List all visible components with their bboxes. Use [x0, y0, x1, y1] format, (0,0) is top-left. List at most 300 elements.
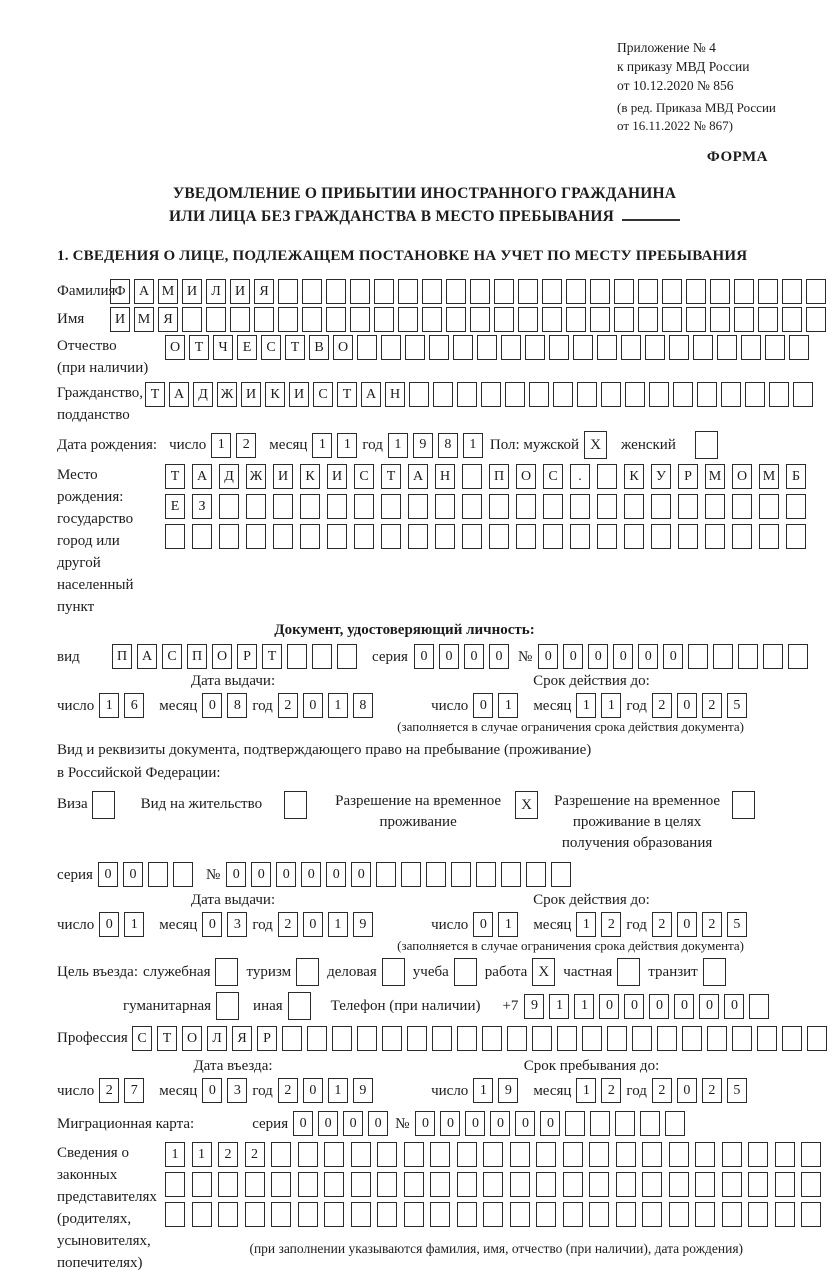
year-label: год [362, 437, 383, 453]
permit-issue-day-cells[interactable] [99, 912, 149, 937]
temp-permit-edu-label [554, 791, 720, 854]
char-cell: 3 [227, 1078, 247, 1103]
char-cell: 2 [278, 1078, 298, 1103]
char-cell [246, 524, 266, 549]
birthdate-row [57, 431, 792, 459]
patronymic-label [57, 335, 165, 379]
char-cell: О [333, 335, 353, 360]
char-cell [782, 307, 802, 332]
char-cell [758, 307, 778, 332]
char-cell [218, 1172, 238, 1197]
char-cell [597, 335, 617, 360]
char-cell [398, 307, 418, 332]
representatives-cells-stack [165, 1142, 828, 1257]
stay-day-cells[interactable] [473, 1078, 523, 1103]
doc-type-cells[interactable] [112, 644, 362, 669]
char-cell: В [309, 335, 329, 360]
representatives-label-line3: представителях [57, 1189, 157, 1205]
char-cell [759, 524, 779, 549]
char-cell: Т [165, 464, 185, 489]
char-cell: Л [206, 279, 226, 304]
purpose-work-checkbox[interactable]: X [532, 958, 555, 986]
char-cell: 9 [353, 912, 373, 937]
doc-series-cells[interactable] [414, 644, 514, 669]
char-cell [302, 307, 322, 332]
char-cell: Ж [217, 382, 237, 407]
day-label: число [431, 916, 469, 933]
char-cell [573, 335, 593, 360]
char-cell [669, 1202, 689, 1227]
char-cell: 0 [489, 644, 509, 669]
char-cell [601, 382, 621, 407]
char-cell [721, 382, 741, 407]
char-cell: З [192, 494, 212, 519]
char-cell: 2 [702, 693, 722, 718]
char-cell [529, 382, 549, 407]
char-cell: И [230, 279, 250, 304]
char-cell: 0 [326, 862, 346, 887]
char-cell [457, 1172, 477, 1197]
char-cell [806, 307, 826, 332]
char-cell [430, 1142, 450, 1167]
char-cell [526, 862, 546, 887]
citizenship-label-line1: Гражданство, [57, 385, 144, 401]
doc-issue-year-cells[interactable] [278, 693, 378, 718]
char-cell: 0 [202, 1078, 222, 1103]
char-cell: П [187, 644, 207, 669]
doc-number-label: № [517, 648, 533, 665]
char-cell [590, 1111, 610, 1136]
representatives-cells-row1[interactable] [165, 1142, 828, 1167]
day-label: число [57, 697, 95, 714]
char-cell [695, 1172, 715, 1197]
char-cell [662, 279, 682, 304]
form-title [57, 182, 792, 228]
temp-permit-edu-label-line2: проживание в целях [572, 814, 702, 830]
char-cell [219, 524, 239, 549]
char-cell: С [543, 464, 563, 489]
char-cell [597, 494, 617, 519]
permit-valid-block [409, 891, 774, 937]
char-cell [409, 382, 429, 407]
temp-permit-group [335, 791, 538, 833]
char-cell: 1 [165, 1142, 185, 1167]
char-cell [597, 524, 617, 549]
birth-day-cells[interactable] [211, 433, 261, 458]
char-cell [482, 1026, 502, 1051]
char-cell [516, 524, 536, 549]
char-cell: О [212, 644, 232, 669]
birthplace-cells-row2[interactable] [165, 494, 813, 519]
permit-series-label: серия [57, 866, 93, 883]
patronymic-cells[interactable] [165, 335, 813, 360]
char-cell [332, 1026, 352, 1051]
birthplace-label-line4: населенный пункт [57, 577, 134, 615]
char-cell [722, 1172, 742, 1197]
phone-cells[interactable] [524, 994, 774, 1019]
char-cell [757, 1026, 777, 1051]
month-label: месяц [533, 916, 572, 933]
char-cell: Т [381, 464, 401, 489]
visa-checkbox[interactable] [92, 791, 115, 819]
day-label: число [431, 697, 469, 714]
temp-permit-label [335, 791, 501, 833]
doc-valid-year-cells[interactable] [652, 693, 752, 718]
representatives-note: (при заполнении указываются фамилия, имя, отчество (при наличии), дата рождения) [249, 1241, 744, 1256]
char-cell [489, 494, 509, 519]
char-cell [302, 279, 322, 304]
char-cell: Т [189, 335, 209, 360]
char-cell [536, 1142, 556, 1167]
char-cell: А [361, 382, 381, 407]
ref-line: от 16.11.2022 № 867) [617, 118, 734, 133]
char-cell [597, 464, 617, 489]
char-cell: 2 [652, 1078, 672, 1103]
char-cell: О [165, 335, 185, 360]
char-cell: 8 [227, 693, 247, 718]
permit-series-row [57, 862, 792, 887]
char-cell: 9 [413, 433, 433, 458]
char-cell [786, 524, 806, 549]
representatives-label-line4: (родителях, [57, 1211, 132, 1227]
sex-male-checkbox[interactable]: X [584, 431, 607, 459]
order-reference [617, 38, 792, 95]
char-cell [651, 494, 671, 519]
char-cell: А [408, 464, 428, 489]
char-cell: С [162, 644, 182, 669]
char-cell: . [570, 464, 590, 489]
doc-valid-line [409, 693, 774, 718]
residence-permit-checkbox[interactable] [284, 791, 307, 819]
entry-date-block [57, 1057, 409, 1103]
migration-series-cells[interactable] [293, 1111, 393, 1136]
purpose-other-label: иная [253, 997, 283, 1014]
char-cell [382, 1026, 402, 1051]
doc-valid-month-cells[interactable] [576, 693, 626, 718]
char-cell [607, 1026, 627, 1051]
char-cell [589, 1142, 609, 1167]
char-cell [763, 644, 783, 669]
name-cells[interactable] [110, 307, 830, 332]
permit-valid-day-cells[interactable] [473, 912, 523, 937]
char-cell: 0 [515, 1111, 535, 1136]
char-cell [273, 524, 293, 549]
year-label: год [252, 916, 273, 933]
char-cell: 1 [312, 433, 332, 458]
char-cell [589, 1202, 609, 1227]
surname-cells[interactable] [110, 279, 830, 304]
purpose-private-checkbox[interactable] [617, 958, 640, 986]
char-cell: П [112, 644, 132, 669]
char-cell [483, 1202, 503, 1227]
char-cell [638, 279, 658, 304]
char-cell: 0 [540, 1111, 560, 1136]
char-cell [717, 335, 737, 360]
char-cell [433, 382, 453, 407]
entry-day-cells[interactable] [99, 1078, 149, 1103]
char-cell [543, 524, 563, 549]
char-cell [732, 1026, 752, 1051]
char-cell [669, 335, 689, 360]
char-cell [697, 382, 717, 407]
char-cell: Т [145, 382, 165, 407]
char-cell: 0 [638, 644, 658, 669]
birthplace-cells-stack [165, 464, 813, 554]
char-cell [470, 307, 490, 332]
char-cell [642, 1202, 662, 1227]
char-cell [354, 524, 374, 549]
char-cell: К [265, 382, 285, 407]
char-cell [765, 335, 785, 360]
char-cell [640, 1111, 660, 1136]
char-cell: Ч [213, 335, 233, 360]
char-cell [230, 307, 250, 332]
purpose-official-checkbox[interactable] [215, 958, 238, 986]
char-cell [616, 1202, 636, 1227]
char-cell [775, 1202, 795, 1227]
representatives-cells-row2[interactable] [165, 1172, 828, 1197]
char-cell [651, 524, 671, 549]
representatives-label-line5: усыновителях, [57, 1233, 151, 1249]
char-cell [446, 307, 466, 332]
char-cell [549, 335, 569, 360]
doc-type-label: вид [57, 648, 80, 665]
birthplace-label-line2: государство [57, 511, 134, 527]
char-cell [582, 1026, 602, 1051]
char-cell: О [732, 464, 752, 489]
char-cell [542, 279, 562, 304]
citizenship-label-line2: подданство [57, 407, 130, 423]
char-cell [801, 1172, 821, 1197]
visa-label: Виза [57, 796, 88, 812]
permit-issue-year-cells[interactable] [278, 912, 378, 937]
char-cell [298, 1172, 318, 1197]
representatives-row [57, 1142, 792, 1274]
char-cell: 1 [328, 1078, 348, 1103]
char-cell: 1 [576, 912, 596, 937]
char-cell [494, 307, 514, 332]
residence-permit-label: Вид на жительство [140, 796, 263, 812]
purpose-other-checkbox[interactable] [288, 992, 311, 1020]
permit-issue-month-cells[interactable] [202, 912, 252, 937]
stay-year-cells[interactable] [652, 1078, 752, 1103]
char-cell [505, 382, 525, 407]
permit-number-cells[interactable] [226, 862, 576, 887]
char-cell [351, 1202, 371, 1227]
char-cell [483, 1172, 503, 1197]
citizenship-row [57, 382, 792, 426]
char-cell: 2 [652, 912, 672, 937]
char-cell: 0 [303, 693, 323, 718]
birthplace-cells-row3[interactable] [165, 524, 813, 549]
stay-until-block [409, 1057, 774, 1103]
purpose-transit-checkbox[interactable] [703, 958, 726, 986]
birth-year-cells[interactable] [388, 433, 488, 458]
purpose-row [57, 958, 792, 986]
char-cell: Д [219, 464, 239, 489]
doc-valid-title: Срок действия до: [533, 673, 650, 689]
char-cell: 0 [465, 1111, 485, 1136]
char-cell: 0 [414, 644, 434, 669]
char-cell [748, 1142, 768, 1167]
ref-line: (в ред. Приказа МВД России [617, 100, 776, 115]
char-cell [429, 335, 449, 360]
char-cell [570, 524, 590, 549]
char-cell: 0 [293, 1111, 313, 1136]
char-cell: 2 [218, 1142, 238, 1167]
char-cell [278, 307, 298, 332]
char-cell [507, 1026, 527, 1051]
char-cell [477, 335, 497, 360]
purpose-study-checkbox[interactable] [454, 958, 477, 986]
purpose-business-checkbox[interactable] [382, 958, 405, 986]
char-cell [563, 1142, 583, 1167]
char-cell: 0 [624, 994, 644, 1019]
char-cell: М [158, 279, 178, 304]
char-cell: 0 [439, 644, 459, 669]
name-row [57, 307, 792, 332]
char-cell [501, 862, 521, 887]
permit-valid-month-cells[interactable] [576, 912, 626, 937]
char-cell [398, 279, 418, 304]
profession-cells[interactable] [132, 1026, 832, 1051]
char-cell [590, 307, 610, 332]
char-cell [510, 1142, 530, 1167]
char-cell [553, 382, 573, 407]
patronymic-row [57, 335, 792, 379]
purpose-transit-label: транзит [648, 963, 698, 980]
migration-card-label: Миграционная карта: [57, 1115, 195, 1132]
char-cell [405, 335, 425, 360]
migration-number-cells[interactable] [415, 1111, 690, 1136]
char-cell: 9 [498, 1078, 518, 1103]
char-cell [510, 1172, 530, 1197]
temp-permit-checkbox[interactable]: X [515, 791, 538, 819]
birthplace-row [57, 464, 801, 618]
purpose-humanitarian-checkbox[interactable] [216, 992, 239, 1020]
char-cell [738, 644, 758, 669]
doc-series-label: серия [372, 648, 408, 665]
char-cell: 0 [98, 862, 118, 887]
char-cell: 2 [652, 693, 672, 718]
char-cell [563, 1202, 583, 1227]
char-cell [713, 644, 733, 669]
identity-doc-row [57, 644, 792, 669]
char-cell [741, 335, 761, 360]
char-cell [532, 1026, 552, 1051]
doc-issue-day-cells[interactable] [99, 693, 149, 718]
char-cell: 1 [211, 433, 231, 458]
day-label: число [57, 916, 95, 933]
char-cell [536, 1202, 556, 1227]
char-cell: 0 [368, 1111, 388, 1136]
permit-issue-block [57, 891, 409, 937]
purpose-tourism-checkbox[interactable] [296, 958, 319, 986]
entry-month-cells[interactable] [202, 1078, 252, 1103]
char-cell [165, 1172, 185, 1197]
char-cell [245, 1172, 265, 1197]
entry-year-cells[interactable] [278, 1078, 378, 1103]
char-cell: 0 [677, 1078, 697, 1103]
char-cell [707, 1026, 727, 1051]
char-cell [686, 307, 706, 332]
char-cell: Д [193, 382, 213, 407]
char-cell: О [516, 464, 536, 489]
birth-month-cells[interactable] [312, 433, 362, 458]
char-cell [577, 382, 597, 407]
doc-valid-day-cells[interactable] [473, 693, 523, 718]
char-cell [678, 494, 698, 519]
stay-until-title: Срок пребывания до: [523, 1058, 660, 1074]
birthplace-cells-row1[interactable] [165, 464, 813, 489]
permit-series-cells[interactable] [98, 862, 198, 887]
representatives-label-line6: попечителях) [57, 1255, 143, 1271]
char-cell: 0 [724, 994, 744, 1019]
char-cell: Я [158, 307, 178, 332]
char-cell [324, 1202, 344, 1227]
char-cell: 0 [123, 862, 143, 887]
char-cell [470, 279, 490, 304]
char-cell [669, 1142, 689, 1167]
char-cell: М [134, 307, 154, 332]
char-cell [624, 524, 644, 549]
char-cell: Ф [110, 279, 130, 304]
char-cell [788, 644, 808, 669]
surname-label: Фамилия [57, 283, 116, 299]
phone-label: Телефон (при наличии) [330, 997, 481, 1014]
char-cell [624, 494, 644, 519]
stay-month-cells[interactable] [576, 1078, 626, 1103]
permit-valid-year-cells[interactable] [652, 912, 752, 937]
temp-permit-edu-checkbox[interactable] [732, 791, 755, 819]
citizenship-cells[interactable] [145, 382, 817, 407]
char-cell: 0 [663, 644, 683, 669]
char-cell: 1 [574, 994, 594, 1019]
char-cell [782, 279, 802, 304]
char-cell [298, 1142, 318, 1167]
char-cell [543, 494, 563, 519]
char-cell [542, 307, 562, 332]
sex-female-checkbox[interactable] [695, 431, 718, 459]
char-cell [324, 1172, 344, 1197]
char-cell [686, 279, 706, 304]
representatives-cells-row3[interactable] [165, 1202, 828, 1227]
doc-dates-section [57, 672, 792, 718]
doc-issue-month-cells[interactable] [202, 693, 252, 718]
char-cell [589, 1172, 609, 1197]
doc-issue-title: Дата выдачи: [190, 673, 276, 689]
char-cell [566, 307, 586, 332]
char-cell [536, 1172, 556, 1197]
month-label: месяц [159, 697, 198, 714]
temp-permit-edu-group [554, 791, 755, 854]
char-cell: 6 [124, 693, 144, 718]
char-cell: 1 [124, 912, 144, 937]
char-cell [354, 494, 374, 519]
ref-line: Приложение № 4 [617, 40, 716, 55]
char-cell [282, 1026, 302, 1051]
day-label: число [57, 1082, 95, 1099]
form-title-line2: ИЛИ ЛИЦА БЕЗ ГРАЖДАНСТВА В МЕСТО ПРЕБЫВАНИЯ [57, 205, 792, 228]
permit-restriction-note: (заполняется в случае ограничения срока действия документа) [397, 938, 744, 953]
char-cell: 0 [563, 644, 583, 669]
char-cell: 1 [498, 693, 518, 718]
doc-number-cells[interactable] [538, 644, 813, 669]
char-cell: 2 [702, 912, 722, 937]
year-label: год [626, 697, 647, 714]
char-cell: 1 [328, 693, 348, 718]
char-cell [351, 1142, 371, 1167]
